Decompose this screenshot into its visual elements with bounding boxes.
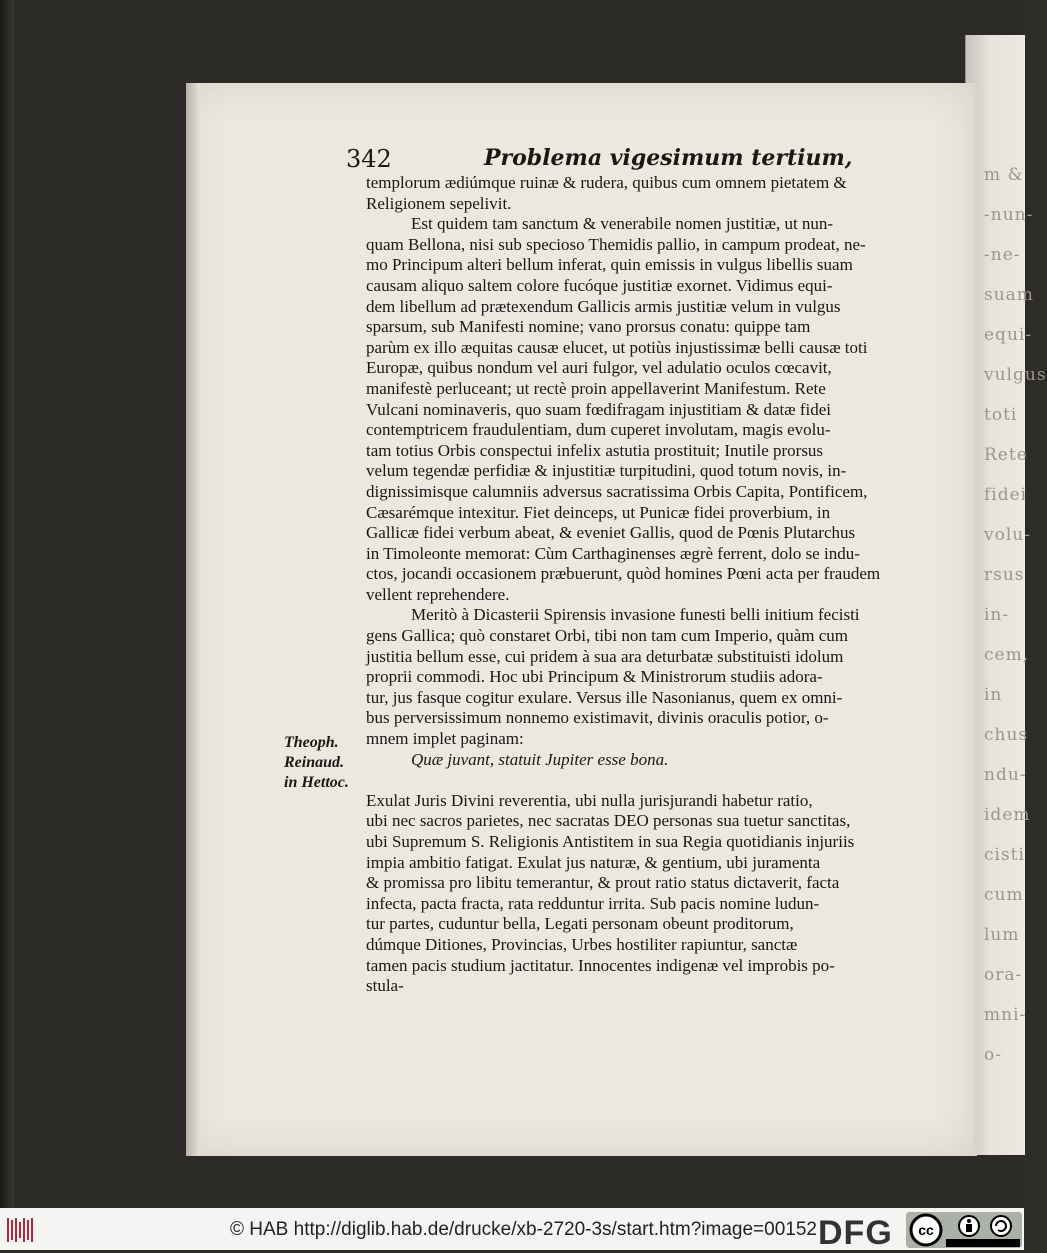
body-text-line: bus perversissimum nonnemo existimavit, divinis oraculis potior, o- bbox=[366, 708, 829, 728]
body-text-line: mnem implet paginam: bbox=[366, 729, 524, 749]
body-text-line: stula- bbox=[366, 976, 404, 996]
body-text-line: ctos, jocandi occasionem præbuerunt, quòd homines Pœni acta per fraudem bbox=[366, 564, 881, 584]
body-text-line: dignissimisque calumniis adversus sacratissima Orbis Capita, Pontificem, bbox=[366, 481, 868, 501]
next-page-fragment: ora- bbox=[984, 965, 1023, 985]
body-text-line: in Timoleonte memorat: Cùm Carthaginenses ægrè ferrent, dolo se indu- bbox=[366, 543, 860, 563]
next-page-fragment: equi- bbox=[984, 325, 1033, 345]
margin-note-line: in Hettoc. bbox=[284, 774, 349, 791]
body-text-line: tur partes, cuduntur bella, Legati personam obeunt proditorum, bbox=[366, 914, 794, 934]
next-page-fragment: lum bbox=[984, 925, 1020, 945]
footer-bar bbox=[0, 1208, 1024, 1250]
next-page-fragment: vulgus bbox=[984, 365, 1047, 385]
book-page bbox=[186, 83, 977, 1156]
body-text-line: impia ambitio fatigat. Exulat jus naturæ, & gentium, ubi juramenta bbox=[366, 852, 821, 872]
body-text-line: Gallicæ fidei verbum abeat, & eveniet Gallis, quod de Pœnis Plutarchus bbox=[366, 523, 856, 543]
body-text-line: dúmque Ditiones, Provincias, Urbes hostiliter rapiuntur, sanctæ bbox=[366, 934, 798, 954]
next-page-fragment: cum bbox=[984, 885, 1024, 905]
body-text-line: justitia bellum esse, cui pridem à sua ara deturbatæ substituisti idolum bbox=[366, 646, 844, 666]
body-text-line: ubi Supremum S. Religionis Antistitem in sua Regia quotidianis injuriis bbox=[366, 832, 855, 851]
page-number: 342 bbox=[346, 145, 392, 173]
body-text-line: causam aliquo saltem colore fucóque justitiæ exornet. Vidimus equi- bbox=[366, 275, 833, 295]
body-text-line: Exulat Juris Divini reverentia, ubi nulla jurisjurandi habetur ratio, bbox=[366, 790, 813, 810]
svg-text:cc: cc bbox=[918, 1222, 934, 1238]
body-text-line: contemptricem fraudulentiam, dum cuperet involutam, magis evolu- bbox=[366, 420, 831, 440]
body-text-line: mo Principum alteri bellum inferat, quin emissis in vulgus libellis suam bbox=[366, 255, 853, 275]
next-page-fragment: rsus bbox=[984, 565, 1025, 585]
next-page-fragment: -ne- bbox=[984, 245, 1021, 265]
next-page-fragment: in bbox=[984, 685, 1003, 705]
next-page-fragment: m & bbox=[984, 165, 1024, 185]
page-binding-shadow bbox=[186, 83, 200, 1156]
cc-by-sa-icon bbox=[906, 1212, 1022, 1248]
body-text-line: tur, jus fasque cogitur exulare. Versus ille Nasonianus, quem ex omni- bbox=[366, 687, 843, 707]
body-text-line: Meritò à Dicasterii Spirensis invasione funesti belli initium fecisti bbox=[411, 605, 860, 625]
running-title: Problema vigesimum tertium, bbox=[484, 145, 853, 171]
next-page-fragment: mni- bbox=[984, 1005, 1027, 1025]
next-page-fragment: ndu- bbox=[984, 765, 1027, 785]
margin-note bbox=[284, 733, 364, 793]
body-text-line: Est quidem tam sanctum & venerabile nomen justitiæ, ut nun- bbox=[411, 214, 834, 234]
body-text-line: vellent reprehendere. bbox=[366, 584, 510, 604]
next-page-fragment: -nun- bbox=[984, 205, 1034, 225]
copyright-link[interactable]: © HAB http://diglib.hab.de/drucke/xb-2720-3s/start.htm?image=00152 bbox=[230, 1219, 817, 1240]
body-text-line: tamen pacis studium jactitatur. Innocentes indigenæ vel improbis po- bbox=[366, 955, 835, 975]
body-text-line: manifestè perluceant; ut rectè proin appellaverint Manifestum. Rete bbox=[366, 378, 826, 398]
next-page-fragment: chus bbox=[984, 725, 1029, 745]
body-text-line: Religionem sepelivit. bbox=[366, 193, 512, 213]
next-page-fragment: toti bbox=[984, 405, 1018, 425]
body-text-line: quam Bellona, nisi sub specioso Themidis pallio, in campum prodeat, ne- bbox=[366, 234, 866, 254]
next-page-fragment: suam bbox=[984, 285, 1034, 305]
next-page-fragment: fidei bbox=[984, 485, 1028, 505]
body-text-line: templorum ædiúmque ruinæ & rudera, quibus cum omnem pietatem & bbox=[366, 173, 847, 192]
dfg-logo[interactable]: DFG bbox=[818, 1214, 893, 1252]
margin-note-line: Theoph. bbox=[284, 734, 339, 751]
next-page-fragment: Rete bbox=[984, 445, 1028, 465]
verse-quote-line: Quæ juvant, statuit Jupiter esse bona. bbox=[411, 749, 669, 769]
body-text-line: ubi nec sacros parietes, nec sacratas DEO personas sua tuetur sanctitas, bbox=[366, 811, 851, 831]
body-text-line: dem libellum ad prætexendum Gallicis armis justitiæ velum in vulgus bbox=[366, 296, 841, 316]
body-text-line: & promissa pro libitu temerantur, & prout ratio status dictaverit, facta bbox=[366, 873, 840, 893]
body-text-line: Europæ, quibus nondum vel auri fulgor, vel adulatio oculos cœcavit, bbox=[366, 358, 832, 378]
next-page-fragment: in- bbox=[984, 605, 1010, 625]
body-text-line: proprii commodi. Hoc ubi Principum & Ministrorum studiis adora- bbox=[366, 667, 823, 687]
margin-note-line: Reinaud. bbox=[284, 754, 345, 771]
body-text-line: gens Gallica; quò constaret Orbi, tibi non tam cum Imperio, quàm cum bbox=[366, 626, 849, 646]
body-text bbox=[366, 173, 948, 997]
body-text-line: tam totius Orbis conspectui infelix astutia prostituit; Inutile prorsus bbox=[366, 440, 824, 460]
next-page-fragment: o- bbox=[984, 1045, 1002, 1065]
body-text-line: Cæsarémque intexitur. Fiet deinceps, ut Punicæ fidei proverbium, in bbox=[366, 502, 831, 522]
body-text-line: infecta, pacta fracta, rata redduntur irrita. Sub pacis nomine ludun- bbox=[366, 893, 820, 913]
previous-page-edge bbox=[0, 0, 14, 1208]
hab-logo-icon[interactable] bbox=[6, 1216, 36, 1244]
cc-license-badge[interactable] bbox=[906, 1212, 1022, 1248]
body-text-line: velum tegendæ perfidiæ & injustitiæ turpitudini, quod totum novis, in- bbox=[366, 461, 847, 481]
paragraph-gap bbox=[366, 770, 948, 791]
next-page-fragment: volu- bbox=[984, 525, 1031, 545]
body-text-line: sparsum, sub Manifesti nomine; vano prorsus conatu: quippe tam bbox=[366, 317, 811, 337]
next-page-fragment: cem, bbox=[984, 645, 1030, 665]
next-page-fragment: idem bbox=[984, 805, 1031, 825]
body-text-line: Vulcani nominaveris, quo suam fœdifragam injustitiam & datæ fidei bbox=[366, 399, 831, 419]
body-text-line: parùm ex illo æquitas causæ elucet, ut potiùs injustissimæ belli causæ toti bbox=[366, 337, 868, 357]
next-page-fragment: cisti bbox=[984, 845, 1025, 865]
